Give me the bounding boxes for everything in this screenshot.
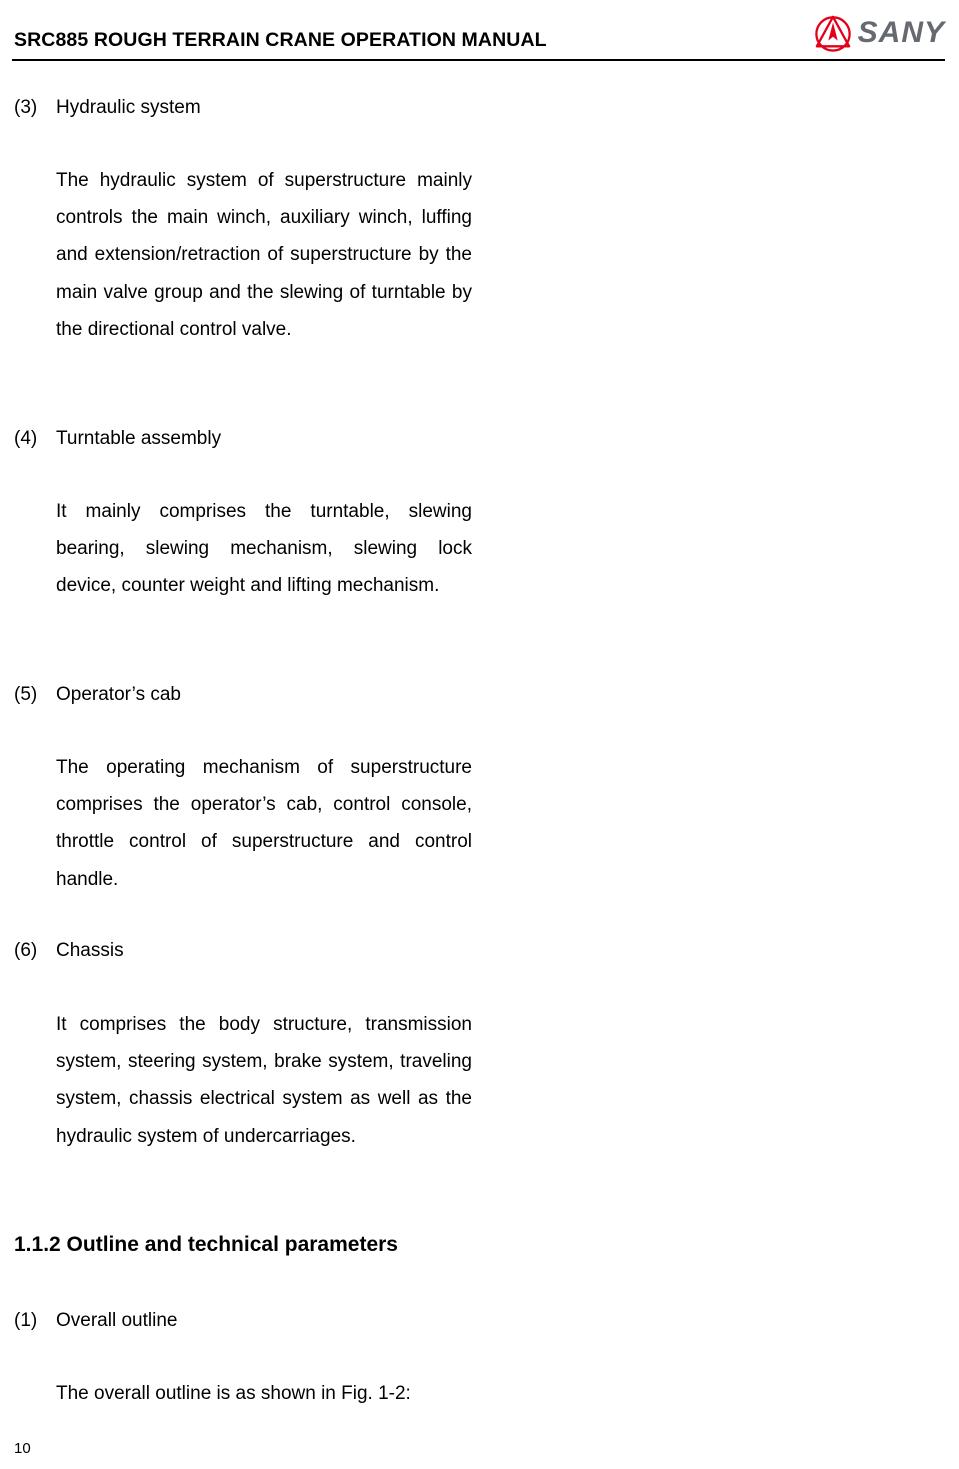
- paragraph-overall-outline: The overall outline is as shown in Fig. 1-2:: [56, 1383, 411, 1404]
- page-header: [12, 0, 945, 61]
- item-number: (1): [14, 1310, 38, 1331]
- paragraph-turntable-assembly: It mainly comprises the turntable, slewing bearing, slewing mechanism, slewing lock device, counter weight and lifting mechanism.: [56, 501, 472, 597]
- section-heading: 1.1.2 Outline and technical parameters: [14, 1233, 398, 1256]
- item-heading-turntable-assembly: [14, 428, 221, 450]
- logo-wordmark: SANY: [857, 16, 945, 49]
- paragraph-chassis: It comprises the body structure, transmission system, steering system, brake system, traveling system, chassis electrical system as well as the hydraulic system of undercarriages.: [56, 1014, 472, 1147]
- page-number: 10: [14, 1440, 31, 1457]
- item-heading-operators-cab: [14, 684, 181, 706]
- item-number: (5): [14, 684, 38, 705]
- item-heading-chassis: [14, 940, 124, 962]
- item-number: (4): [14, 428, 38, 449]
- document-title: SRC885 ROUGH TERRAIN CRANE OPERATION MANUAL: [14, 29, 547, 51]
- sany-triangle-logo-icon: [814, 13, 852, 53]
- item-heading-hydraulic-system: [14, 97, 201, 119]
- item-title: Hydraulic system: [56, 97, 201, 118]
- item-title: Overall outline: [56, 1310, 178, 1331]
- item-number: (6): [14, 940, 38, 961]
- item-title: Chassis: [56, 940, 124, 961]
- item-title: Operator’s cab: [56, 684, 181, 705]
- paragraph-operators-cab: The operating mechanism of superstructure comprises the operator’s cab, control console, throttle control of superstructure and control handle.: [56, 757, 472, 890]
- item-number: (3): [14, 97, 38, 118]
- sany-logo: [814, 12, 945, 54]
- item-title: Turntable assembly: [56, 428, 222, 449]
- item-heading-overall-outline: [14, 1310, 177, 1332]
- paragraph-hydraulic-system: The hydraulic system of superstructure mainly controls the main winch, auxiliary winch, luffing and extension/retraction of superstructure by the main valve group and the slewing of turntable by the directional control valve.: [56, 170, 472, 340]
